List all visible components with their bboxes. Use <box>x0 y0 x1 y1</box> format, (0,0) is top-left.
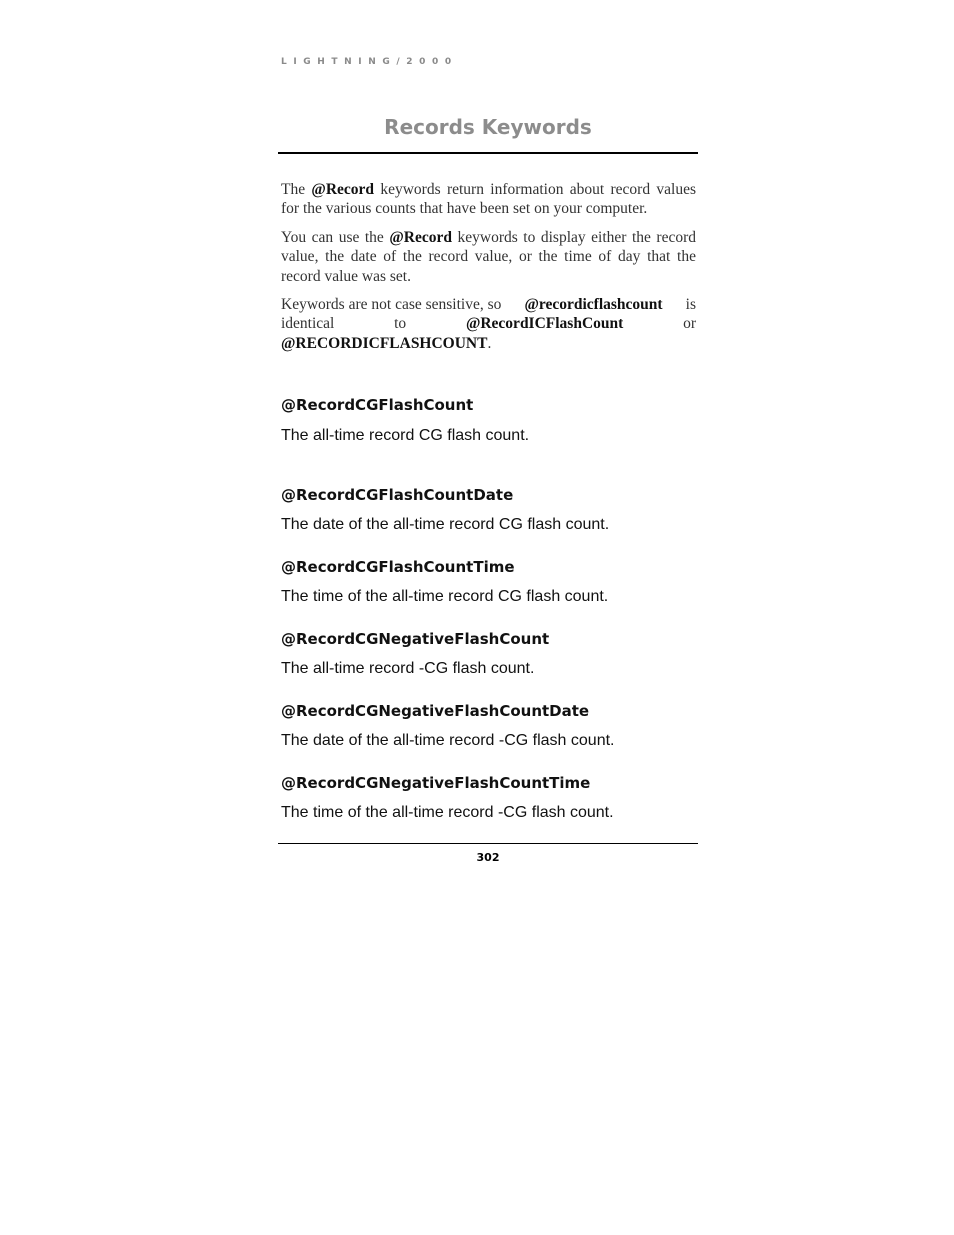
keyword-heading: @RecordCGFlashCount <box>281 396 474 414</box>
intro-paragraph-3 <box>281 295 696 353</box>
footer-divider <box>278 843 698 844</box>
keyword-inline: @Record <box>389 228 452 246</box>
page-title: Records Keywords <box>384 115 592 139</box>
keyword-description: The date of the all-time record CG flash count. <box>281 516 610 533</box>
running-header: LIGHTNING/2000 <box>281 57 458 67</box>
keyword-description: The date of the all-time record -CG flash count. <box>281 732 615 749</box>
intro-paragraph-1: The @Record keywords return information about record values for the various counts that have been set on your computer. <box>281 181 696 218</box>
keyword-inline: @recordicflashcount <box>524 296 663 314</box>
keyword-inline: @RecordICFlashCount <box>465 315 624 333</box>
keyword-description: The time of the all-time record -CG flash count. <box>281 804 614 821</box>
keyword-description: The time of the all-time record CG flash count. <box>281 588 609 605</box>
page-number: 302 <box>476 851 500 864</box>
keyword-inline: @RECORDICFLASHCOUNT <box>281 334 488 352</box>
justified-line: identical to @RecordICFlashCount or <box>281 315 696 333</box>
intro-section <box>281 180 696 362</box>
justified-line: Keywords are not case sensitive, so @recordicflashcount is <box>281 296 696 314</box>
keyword-heading: @RecordCGFlashCountDate <box>281 486 514 504</box>
keyword-heading: @RecordCGNegativeFlashCountTime <box>281 774 591 792</box>
intro-paragraph-2: You can use the @Record keywords to display either the record value, the date of the record value, or the time of day that the record value was set. <box>281 228 696 285</box>
keyword-description: The all-time record CG flash count. <box>281 427 530 444</box>
last-line: @RECORDICFLASHCOUNT. <box>281 334 492 352</box>
title-divider <box>278 152 698 154</box>
keyword-inline: @Record <box>311 181 375 198</box>
keyword-description: The all-time record -CG flash count. <box>281 660 535 677</box>
keyword-heading: @RecordCGFlashCountTime <box>281 558 515 576</box>
keyword-heading: @RecordCGNegativeFlashCountDate <box>281 702 590 720</box>
keyword-heading: @RecordCGNegativeFlashCount <box>281 630 550 648</box>
